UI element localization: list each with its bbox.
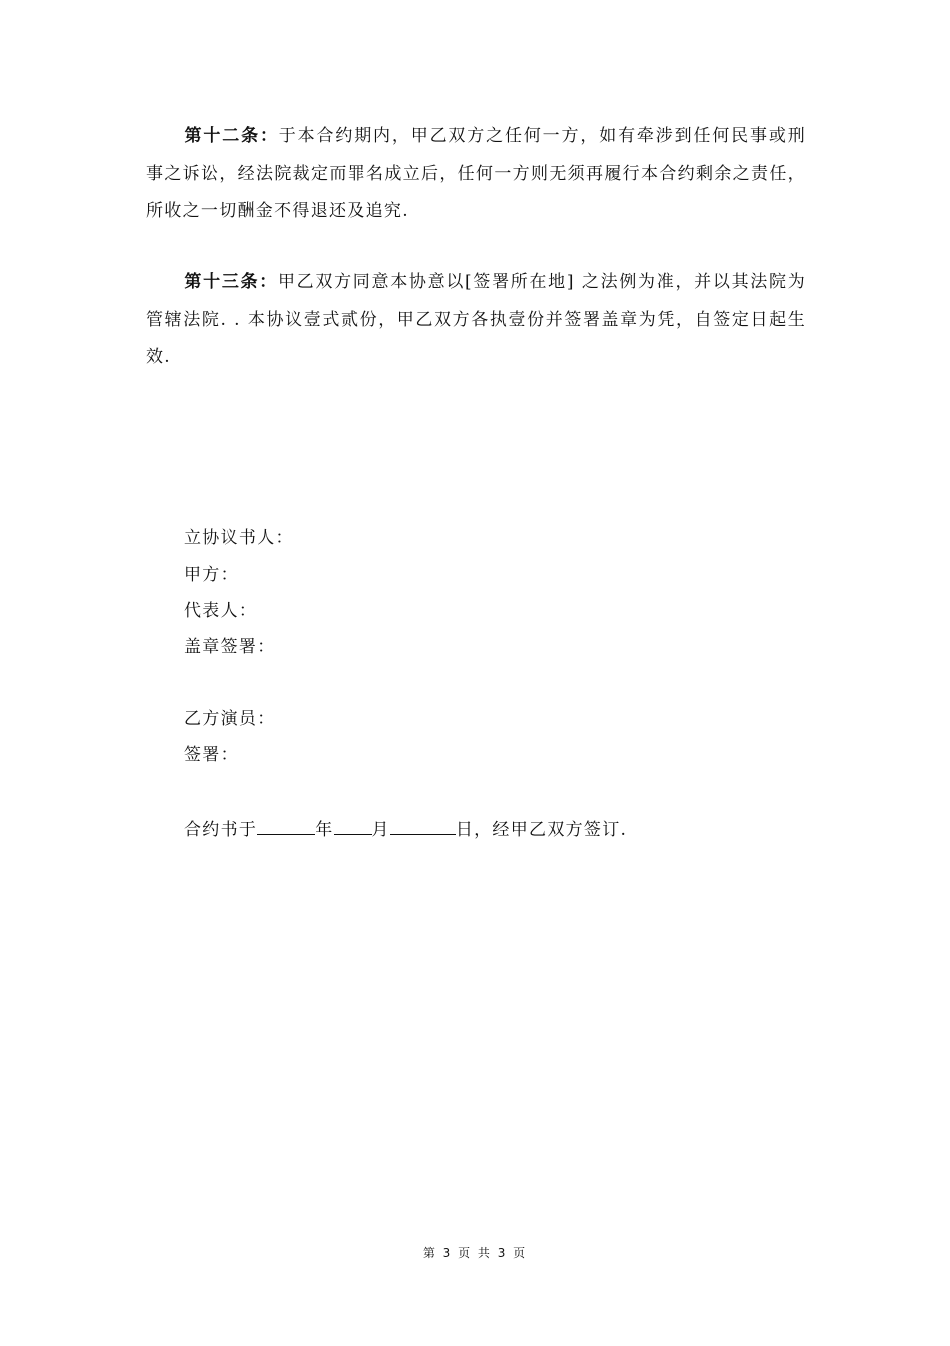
month-blank[interactable]	[334, 818, 372, 835]
year-label: 年	[315, 820, 334, 840]
article-12	[146, 118, 806, 231]
article-13-text: 甲乙双方同意本协意以[签署所在地] 之法例为准，并以其法院为管辖法院. . 本协议壹式贰份，甲乙双方各执壹份并签署盖章为凭，自签定日起生效.	[146, 272, 807, 367]
signer-label: 立协议书人：	[184, 528, 294, 548]
party-a-label: 甲方：	[184, 565, 239, 585]
article-13-label: 第十三条：	[184, 272, 278, 292]
page-footer: 第 3 页 共 3 页	[422, 1246, 528, 1260]
party-b-label: 乙方演员：	[184, 709, 276, 729]
day-blank[interactable]	[390, 818, 456, 835]
month-label: 月	[371, 820, 390, 840]
article-12-label: 第十二条：	[184, 126, 279, 146]
sign-label: 签署：	[184, 745, 239, 765]
article-12-text: 于本合约期内，甲乙双方之任何一方，如有牵涉到任何民事或刑事之诉讼，经法院裁定而罪名成立后，任何一方则无须再履行本合约剩余之责任，所收之一切酬金不得退还及追究.	[146, 126, 806, 221]
date-prefix: 合约书于	[184, 820, 258, 840]
date-line	[184, 818, 627, 840]
representative-label: 代表人：	[184, 601, 258, 621]
seal-signature-label: 盖章签署：	[184, 637, 276, 657]
year-blank[interactable]	[257, 818, 315, 835]
article-13	[146, 264, 806, 377]
day-suffix: 日，经甲乙双方签订.	[455, 820, 628, 840]
